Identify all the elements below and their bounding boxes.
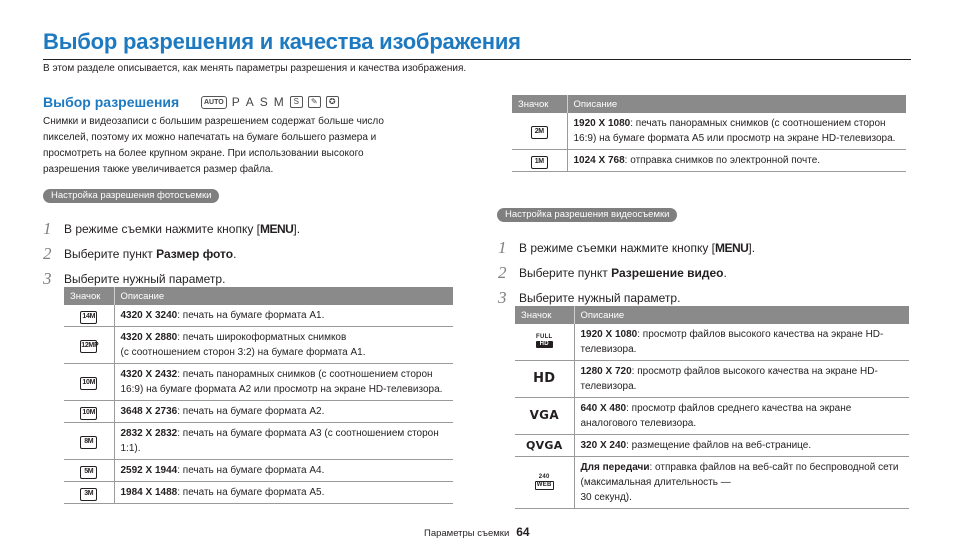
scene-mode-icon: S — [290, 96, 303, 108]
step-number: 1 — [498, 237, 507, 257]
qvga-icon: QVGA — [525, 438, 563, 452]
step-text: Выберите пункт — [519, 265, 608, 280]
resolution-value: 1024 X 768 — [573, 155, 625, 166]
program-mode-icon: P — [231, 95, 241, 109]
section-description: Снимки и видеозаписи с большим разрешением содержат больше число пикселей, поэтому их можно напечатать на бумаге большего размера и просмотреть на более крупном экране. При использовании высокого разрешения также увеличивается размер файла. — [43, 116, 384, 175]
resolution-description: : печать на бумаге формата A2. — [177, 406, 325, 417]
resolution-value: 4320 X 2880 — [120, 332, 178, 343]
column-header-icon: Значок — [64, 287, 114, 305]
video-resolution-label: Настройка разрешения видеосъемки — [497, 208, 677, 222]
table-row — [515, 398, 909, 435]
table-row — [64, 460, 453, 482]
intro-text: В этом разделе описывается, как менять параметры разрешения и качества изображения. — [43, 63, 467, 74]
footer-section-label: Параметры съемки — [424, 528, 510, 539]
resolution-description: : печать панорамных снимков (с соотношением сторон 16:9) на бумаге формата A5 или просмотр на экране HD-телевизора. — [573, 118, 896, 144]
resolution-description: : печать панорамных снимков (с соотношением сторон 16:9) на бумаге формата A2 или просмотр на экране HD-телевизора. — [120, 369, 443, 395]
step-number: 1 — [43, 218, 52, 238]
web-share-icon-bottom: WEB — [536, 482, 552, 488]
resolution-1m-icon: 1M — [531, 156, 548, 169]
step-text: В режиме съемки нажмите кнопку [ — [519, 240, 716, 255]
column-header-icon: Значок — [512, 95, 567, 113]
manual-mode-icon: M — [273, 95, 285, 109]
step-number: 2 — [43, 243, 52, 263]
resolution-value: 2832 X 2832 — [120, 428, 178, 439]
resolution-8m-square-icon: 8M — [80, 436, 97, 449]
resolution-description: : просмотр файлов высокого качества на экране HD-телевизора. — [580, 366, 878, 392]
section-title: Выбор разрешения — [43, 94, 180, 110]
resolution-value: 320 X 240 — [580, 440, 627, 451]
column-header-icon: Значок — [515, 306, 574, 324]
step-text-end: ]. — [293, 221, 301, 236]
step-number: 3 — [43, 268, 52, 288]
resolution-description-line2: 30 секунд). — [580, 492, 632, 503]
menu-button-icon: MENU — [260, 221, 294, 236]
resolution-description: : печать на бумаге формата A4. — [177, 465, 325, 476]
step-number: 2 — [498, 262, 507, 282]
video-resolution-table — [515, 306, 909, 509]
title-divider — [43, 59, 911, 60]
step-option: Разрешение видео — [611, 265, 724, 280]
movie-mode-icon: ✎ — [308, 96, 321, 108]
photo-steps — [43, 216, 300, 291]
aperture-mode-icon: A — [245, 95, 255, 109]
resolution-value: 1280 X 720 — [580, 366, 632, 377]
table-row — [515, 324, 909, 361]
full-hd-icon-top: FULL — [535, 334, 553, 340]
resolution-14m-icon: 14M — [80, 311, 97, 324]
resolution-value: Для передачи — [580, 462, 650, 473]
resolution-value: 1920 X 1080 — [580, 329, 638, 340]
web-share-icon — [535, 474, 554, 490]
page-footer — [424, 525, 530, 539]
resolution-10m-icon: 10M — [80, 407, 97, 420]
full-hd-icon-bottom: HD — [536, 341, 553, 348]
step-number: 3 — [498, 287, 507, 307]
table-row — [64, 305, 453, 327]
resolution-description: : печать на бумаге формата A5. — [177, 487, 325, 498]
menu-button-icon: MENU — [715, 240, 749, 255]
table-row — [64, 327, 453, 364]
table-row — [64, 423, 453, 460]
step-text: Выберите пункт — [64, 246, 153, 261]
table-row — [64, 401, 453, 423]
step-text-end: . — [233, 246, 237, 261]
magic-mode-icon: ✪ — [326, 96, 339, 108]
resolution-description: : отправка файлов на веб-сайт по беспроводной сети (максимальная длительность — — [580, 462, 899, 488]
auto-mode-icon: AUTO — [201, 96, 227, 109]
photo-step-2 — [43, 241, 300, 266]
photo-resolution-table — [64, 287, 453, 504]
video-step-2 — [498, 260, 755, 285]
table-row — [64, 482, 453, 504]
resolution-value: 3648 X 2736 — [120, 406, 178, 417]
resolution-description: : отправка снимков по электронной почте. — [624, 155, 821, 166]
resolution-value: 640 X 480 — [580, 403, 627, 414]
resolution-value: 1920 X 1080 — [573, 118, 631, 129]
resolution-description: : размещение файлов на веб-странице. — [626, 440, 812, 451]
resolution-value: 4320 X 3240 — [120, 310, 178, 321]
resolution-3m-icon: 3M — [80, 488, 97, 501]
hd-icon: HD — [533, 371, 556, 386]
step-text: В режиме съемки нажмите кнопку [ — [64, 221, 261, 236]
shutter-mode-icon: S — [259, 95, 269, 109]
table-row — [515, 435, 909, 457]
table-row — [515, 457, 909, 509]
resolution-10m-wide-icon: 10M — [80, 377, 97, 390]
resolution-value: 4320 X 2432 — [120, 369, 178, 380]
vga-icon: VGA — [529, 408, 559, 422]
resolution-2m-wide-icon: 2M — [531, 126, 548, 139]
resolution-value: 1984 X 1488 — [120, 487, 178, 498]
step-text-end: . — [723, 265, 727, 280]
table-header — [512, 95, 906, 113]
table-row — [515, 361, 909, 398]
table-row — [64, 364, 453, 401]
table-row — [512, 113, 906, 150]
mode-icons — [201, 95, 339, 109]
table-header — [515, 306, 909, 324]
column-header-description: Описание — [567, 95, 906, 113]
table-header — [64, 287, 453, 305]
table-row — [512, 150, 906, 172]
column-header-description: Описание — [114, 287, 453, 305]
resolution-description-line2: (с соотношением сторон 3:2) на бумаге формата A1. — [120, 347, 366, 358]
resolution-description: : просмотр файлов высокого качества на экране HD-телевизора. — [580, 329, 884, 355]
full-hd-icon — [536, 334, 553, 348]
page-title: Выбор разрешения и качества изображения — [43, 29, 521, 54]
step-text: Выберите нужный параметр. — [519, 290, 681, 305]
column-header-description: Описание — [574, 306, 909, 324]
photo-resolution-table-continued — [512, 95, 906, 172]
photo-resolution-label: Настройка разрешения фотосъемки — [43, 189, 219, 203]
video-steps — [498, 235, 755, 310]
photo-step-1 — [43, 216, 300, 241]
step-text: Выберите нужный параметр. — [64, 271, 226, 286]
resolution-description: : печать на бумаге формата A3 (с соотношением сторон 1:1). — [120, 428, 439, 454]
page-number: 64 — [516, 525, 530, 539]
step-option: Размер фото — [156, 246, 234, 261]
resolution-5m-icon: 5M — [80, 466, 97, 479]
resolution-value: 2592 X 1944 — [120, 465, 178, 476]
web-share-icon-top: 240 — [538, 474, 550, 480]
resolution-description: : печать на бумаге формата A1. — [177, 310, 325, 321]
resolution-12m-wide-icon: 12MP — [80, 340, 97, 353]
step-text-end: ]. — [748, 240, 756, 255]
video-step-1 — [498, 235, 755, 260]
resolution-description: : просмотр файлов среднего качества на экране аналогового телевизора. — [580, 403, 852, 429]
resolution-description: : печать широкоформатных снимков — [177, 332, 347, 343]
